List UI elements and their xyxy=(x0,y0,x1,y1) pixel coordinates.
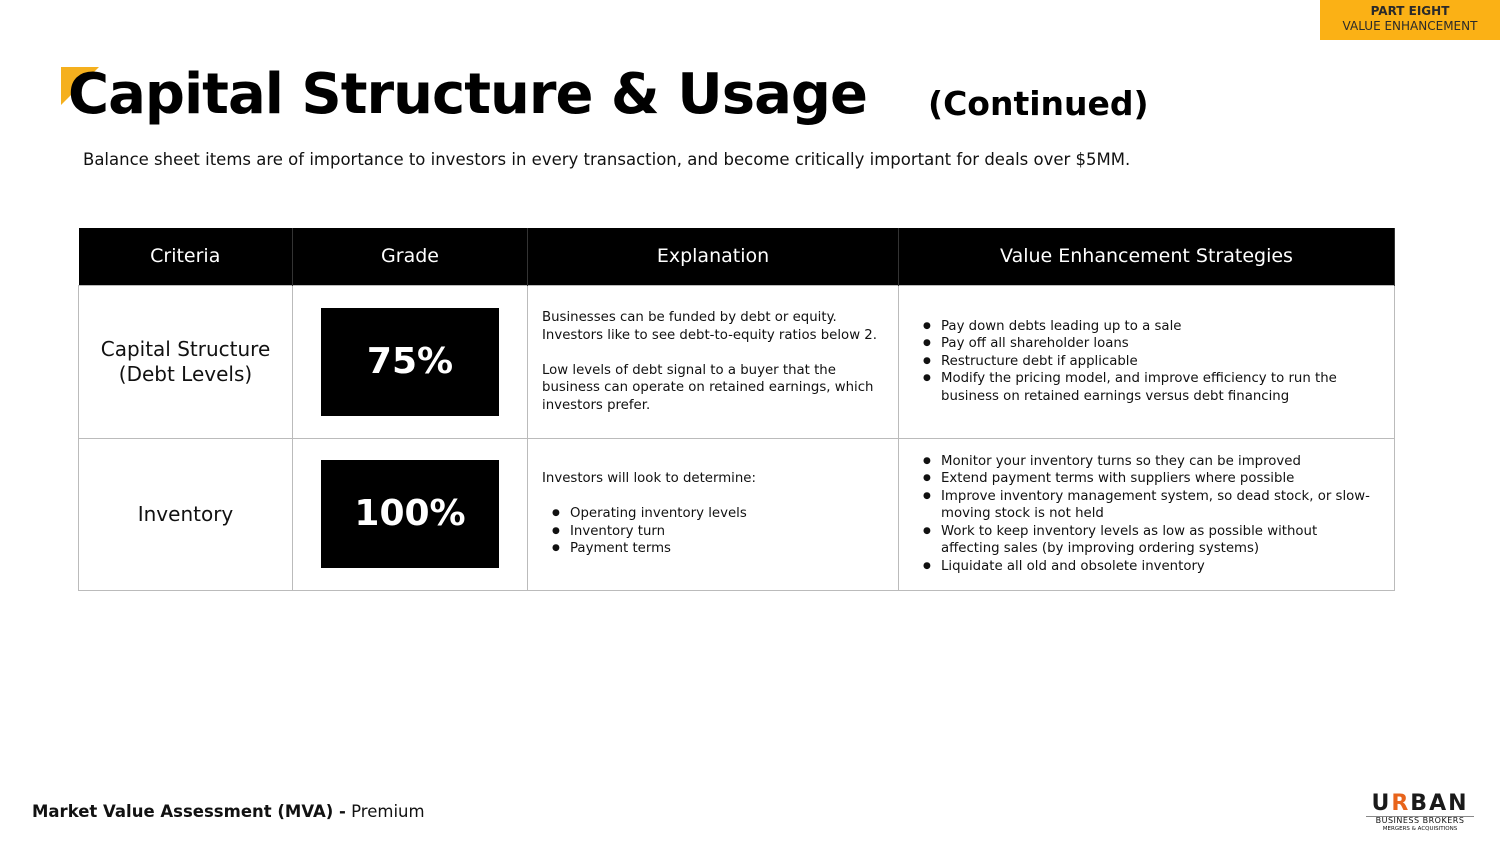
criteria-cell xyxy=(79,285,293,438)
criteria-label: Capital Structure (Debt Levels) xyxy=(100,336,271,386)
list-item: ● Inventory turn xyxy=(542,523,884,541)
criteria-label: Inventory xyxy=(137,501,234,526)
list-item: ● Monitor your inventory turns so they can be improved xyxy=(899,453,1370,471)
table-row xyxy=(79,285,1395,438)
list-item: ● Operating inventory levels xyxy=(542,505,884,523)
grade-value: 75% xyxy=(321,308,499,416)
list-item: ● Modify the pricing model, and improve efficiency to run the business on retained earnings versus debt financing xyxy=(899,370,1380,405)
criteria-table xyxy=(78,228,1395,591)
explanation-text: Investors will look to determine: xyxy=(542,471,756,487)
footer-bold: Market Value Assessment (MVA) - xyxy=(32,802,346,821)
section-badge xyxy=(1320,0,1500,40)
grade-cell xyxy=(293,285,528,438)
page-title: Capital Structure & Usage xyxy=(68,62,867,127)
explanation-text: Low levels of debt signal to a buyer that the business can operate on retained earnings, which investors prefer. xyxy=(542,362,874,413)
strategies-cell xyxy=(899,438,1395,590)
list-item: ● Improve inventory management system, so dead stock, or slow-moving stock is not held xyxy=(899,488,1370,523)
header-explanation: Explanation xyxy=(528,228,899,285)
grade-value: 100% xyxy=(321,460,499,568)
list-item: ● Payment terms xyxy=(542,540,884,558)
list-item: ● Work to keep inventory levels as low as possible without affecting sales (by improving ordering systems) xyxy=(899,523,1370,558)
grade-cell xyxy=(293,438,528,590)
list-item: ● Restructure debt if applicable xyxy=(899,353,1380,371)
list-item: ● Liquidate all old and obsolete inventory xyxy=(899,558,1370,576)
explanation-cell xyxy=(528,438,899,590)
footer-plain: Premium xyxy=(345,802,425,821)
logo-r: R xyxy=(1391,791,1411,816)
logo-line2: MERGERS & ACQUISITIONS xyxy=(1382,826,1458,832)
list-item: ● Pay off all shareholder loans xyxy=(899,335,1380,353)
subtitle: Balance sheet items are of importance to investors in every transaction, and become critically important for deals over $5MM. xyxy=(83,150,1131,169)
criteria-cell xyxy=(79,438,293,590)
header-strategies: Value Enhancement Strategies xyxy=(899,228,1395,285)
strategies-cell xyxy=(899,285,1395,438)
badge-part: PART EIGHT xyxy=(1370,4,1450,18)
list-item: ● Extend payment terms with suppliers where possible xyxy=(899,470,1370,488)
table-header xyxy=(79,228,1395,285)
logo-u: U xyxy=(1371,791,1392,816)
footer-label xyxy=(32,802,425,821)
list-item: ● Pay down debts leading up to a sale xyxy=(899,318,1380,336)
explanation-cell xyxy=(528,285,899,438)
table-row xyxy=(79,438,1395,590)
explanation-text: Businesses can be funded by debt or equity. Investors like to see debt-to-equity ratios below 2. xyxy=(542,310,877,343)
logo-line1: BUSINESS BROKERS xyxy=(1366,816,1474,825)
title-suffix: (Continued) xyxy=(928,84,1149,123)
logo-ban: BAN xyxy=(1410,791,1469,816)
header-criteria: Criteria xyxy=(79,228,293,285)
header-grade: Grade xyxy=(293,228,528,285)
badge-section: VALUE ENHANCEMENT xyxy=(1342,19,1478,33)
company-logo xyxy=(1366,793,1474,833)
